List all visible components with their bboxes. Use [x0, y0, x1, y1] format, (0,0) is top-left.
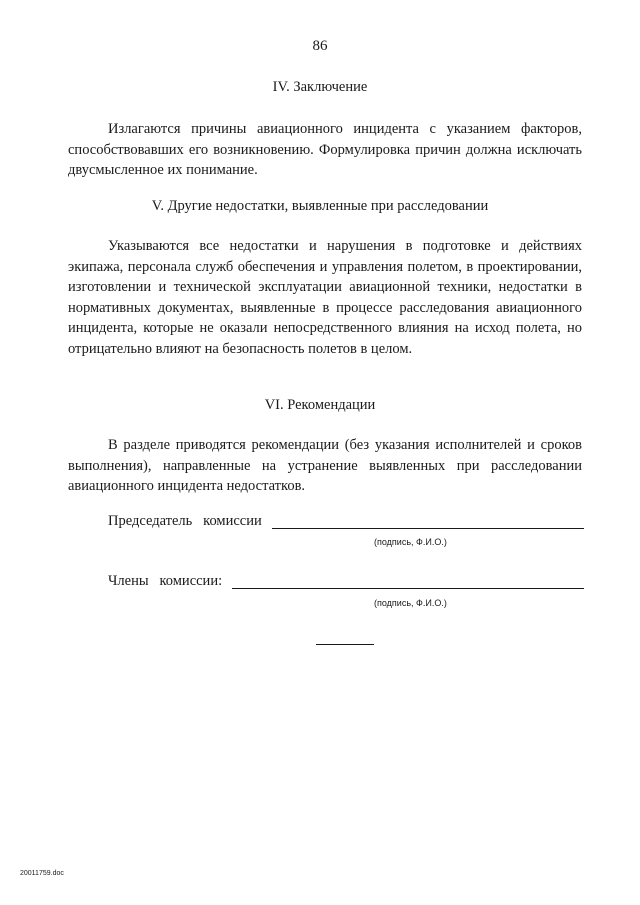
page-number: 86: [312, 38, 328, 54]
members-signature-label: [108, 573, 222, 590]
members-signature-hint: (подпись, Ф.И.О.): [374, 598, 447, 608]
chairman-signature-line: [272, 528, 584, 529]
section-title-other-deficiencies: V. Другие недостатки, выявленные при расследовании: [151, 198, 489, 214]
section-paragraph-conclusion: Излагаются причины авиационного инцидента с указанием факторов, способствовавших его возникновению. Формулировка причин должна исключать двусмысленное их понимание.: [68, 121, 582, 178]
end-rule: [316, 644, 374, 645]
chairman-signature-hint: (подпись, Ф.И.О.): [374, 537, 447, 547]
members-label: Члены комиссии:: [108, 573, 223, 589]
chairman-label: Председатель комиссии: [108, 513, 262, 529]
members-signature-line: [232, 588, 584, 589]
chairman-signature-label: [108, 513, 262, 530]
section-title-conclusion: IV. Заключение: [272, 79, 368, 95]
section-title-recommendations: VI. Рекомендации: [264, 397, 376, 413]
section-paragraph-other-deficiencies: Указываются все недостатки и нарушения в подготовке и действиях экипажа, персонала служб обеспечения и управления полетом, в проектировании, изготовлении и технической эксплуатации авиационной техники, недостатки в нормативных документах, выявленные в процессе расследования авиационного инцидента, которые не оказали непосредственного влияния на исход полета, но отрицательно влияют на безопасность полетов в целом.: [68, 238, 582, 357]
section-paragraph-recommendations: В разделе приводятся рекомендации (без указания исполнителей и сроков выполнения), направленные на устранение выявленных при расследовании авиационного инцидента недостатков.: [68, 437, 582, 494]
footer-filename: 20011759.doc: [20, 870, 64, 877]
